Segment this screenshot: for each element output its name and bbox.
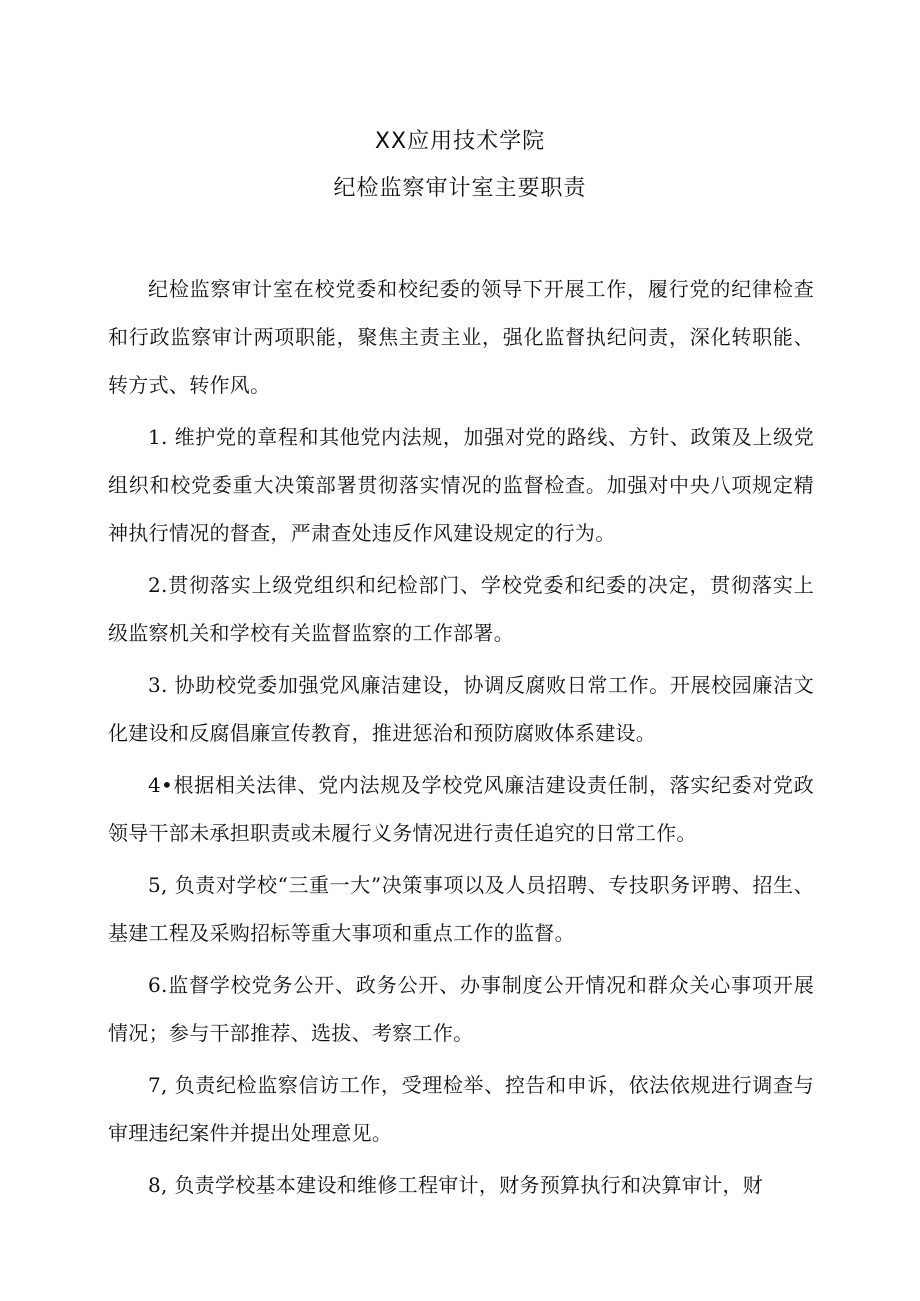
duty-item-4: 4•根据相关法律、党内法规及学校党风廉洁建设责任制，落实纪委对党政领导干部未承担职责或未履行义务情况进行责任追究的日常工作。 [108,773,814,845]
duty-item-5: 5, 负责对学校“三重一大”决策事项以及人员招聘、专技职务评聘、招生、基建工程及采购招标等重大事项和重点工作的监督。 [108,873,814,945]
duty-item-8: 8, 负责学校基本建设和维修工程审计，财务预算执行和决算审计，财 [148,1173,764,1197]
document-title-school: XX应用技术学院 [374,129,546,154]
document-body [108,265,814,1213]
duty-item-3: 3. 协助校党委加强党风廉洁建设，协调反腐败日常工作。开展校园廉洁文化建设和反腐倡廉宣传教育，推进惩治和预防腐败体系建设。 [108,673,814,745]
duty-item-1: 1. 维护党的章程和其他党内法规，加强对党的路线、方针、政策及上级党组织和校党委重大决策部署贯彻落实情况的监督检查。加强对中央八项规定精神执行情况的督查，严肃查处违反作风建设规定的行为。 [108,425,814,545]
intro-paragraph: 纪检监察审计室在校党委和校纪委的领导下开展工作，履行党的纪律检查和行政监察审计两项职能，聚焦主责主业，强化监督执纪问责，深化转职能、转方式、转作风。 [108,277,814,397]
duty-item-6: 6.监督学校党务公开、政务公开、办事制度公开情况和群众关心事项开展情况；参与干部推荐、选拔、考察工作。 [108,973,814,1045]
duty-item-7: 7, 负责纪检监察信访工作，受理检举、控告和申诉，依法依规进行调查与审理违纪案件并提出处理意见。 [108,1073,814,1145]
document-title-office: 纪检监察审计室主要职责 [333,176,587,201]
duty-item-2: 2.贯彻落实上级党组织和纪检部门、学校党委和纪委的决定，贯彻落实上级监察机关和学校有关监督监察的工作部署。 [108,573,814,645]
